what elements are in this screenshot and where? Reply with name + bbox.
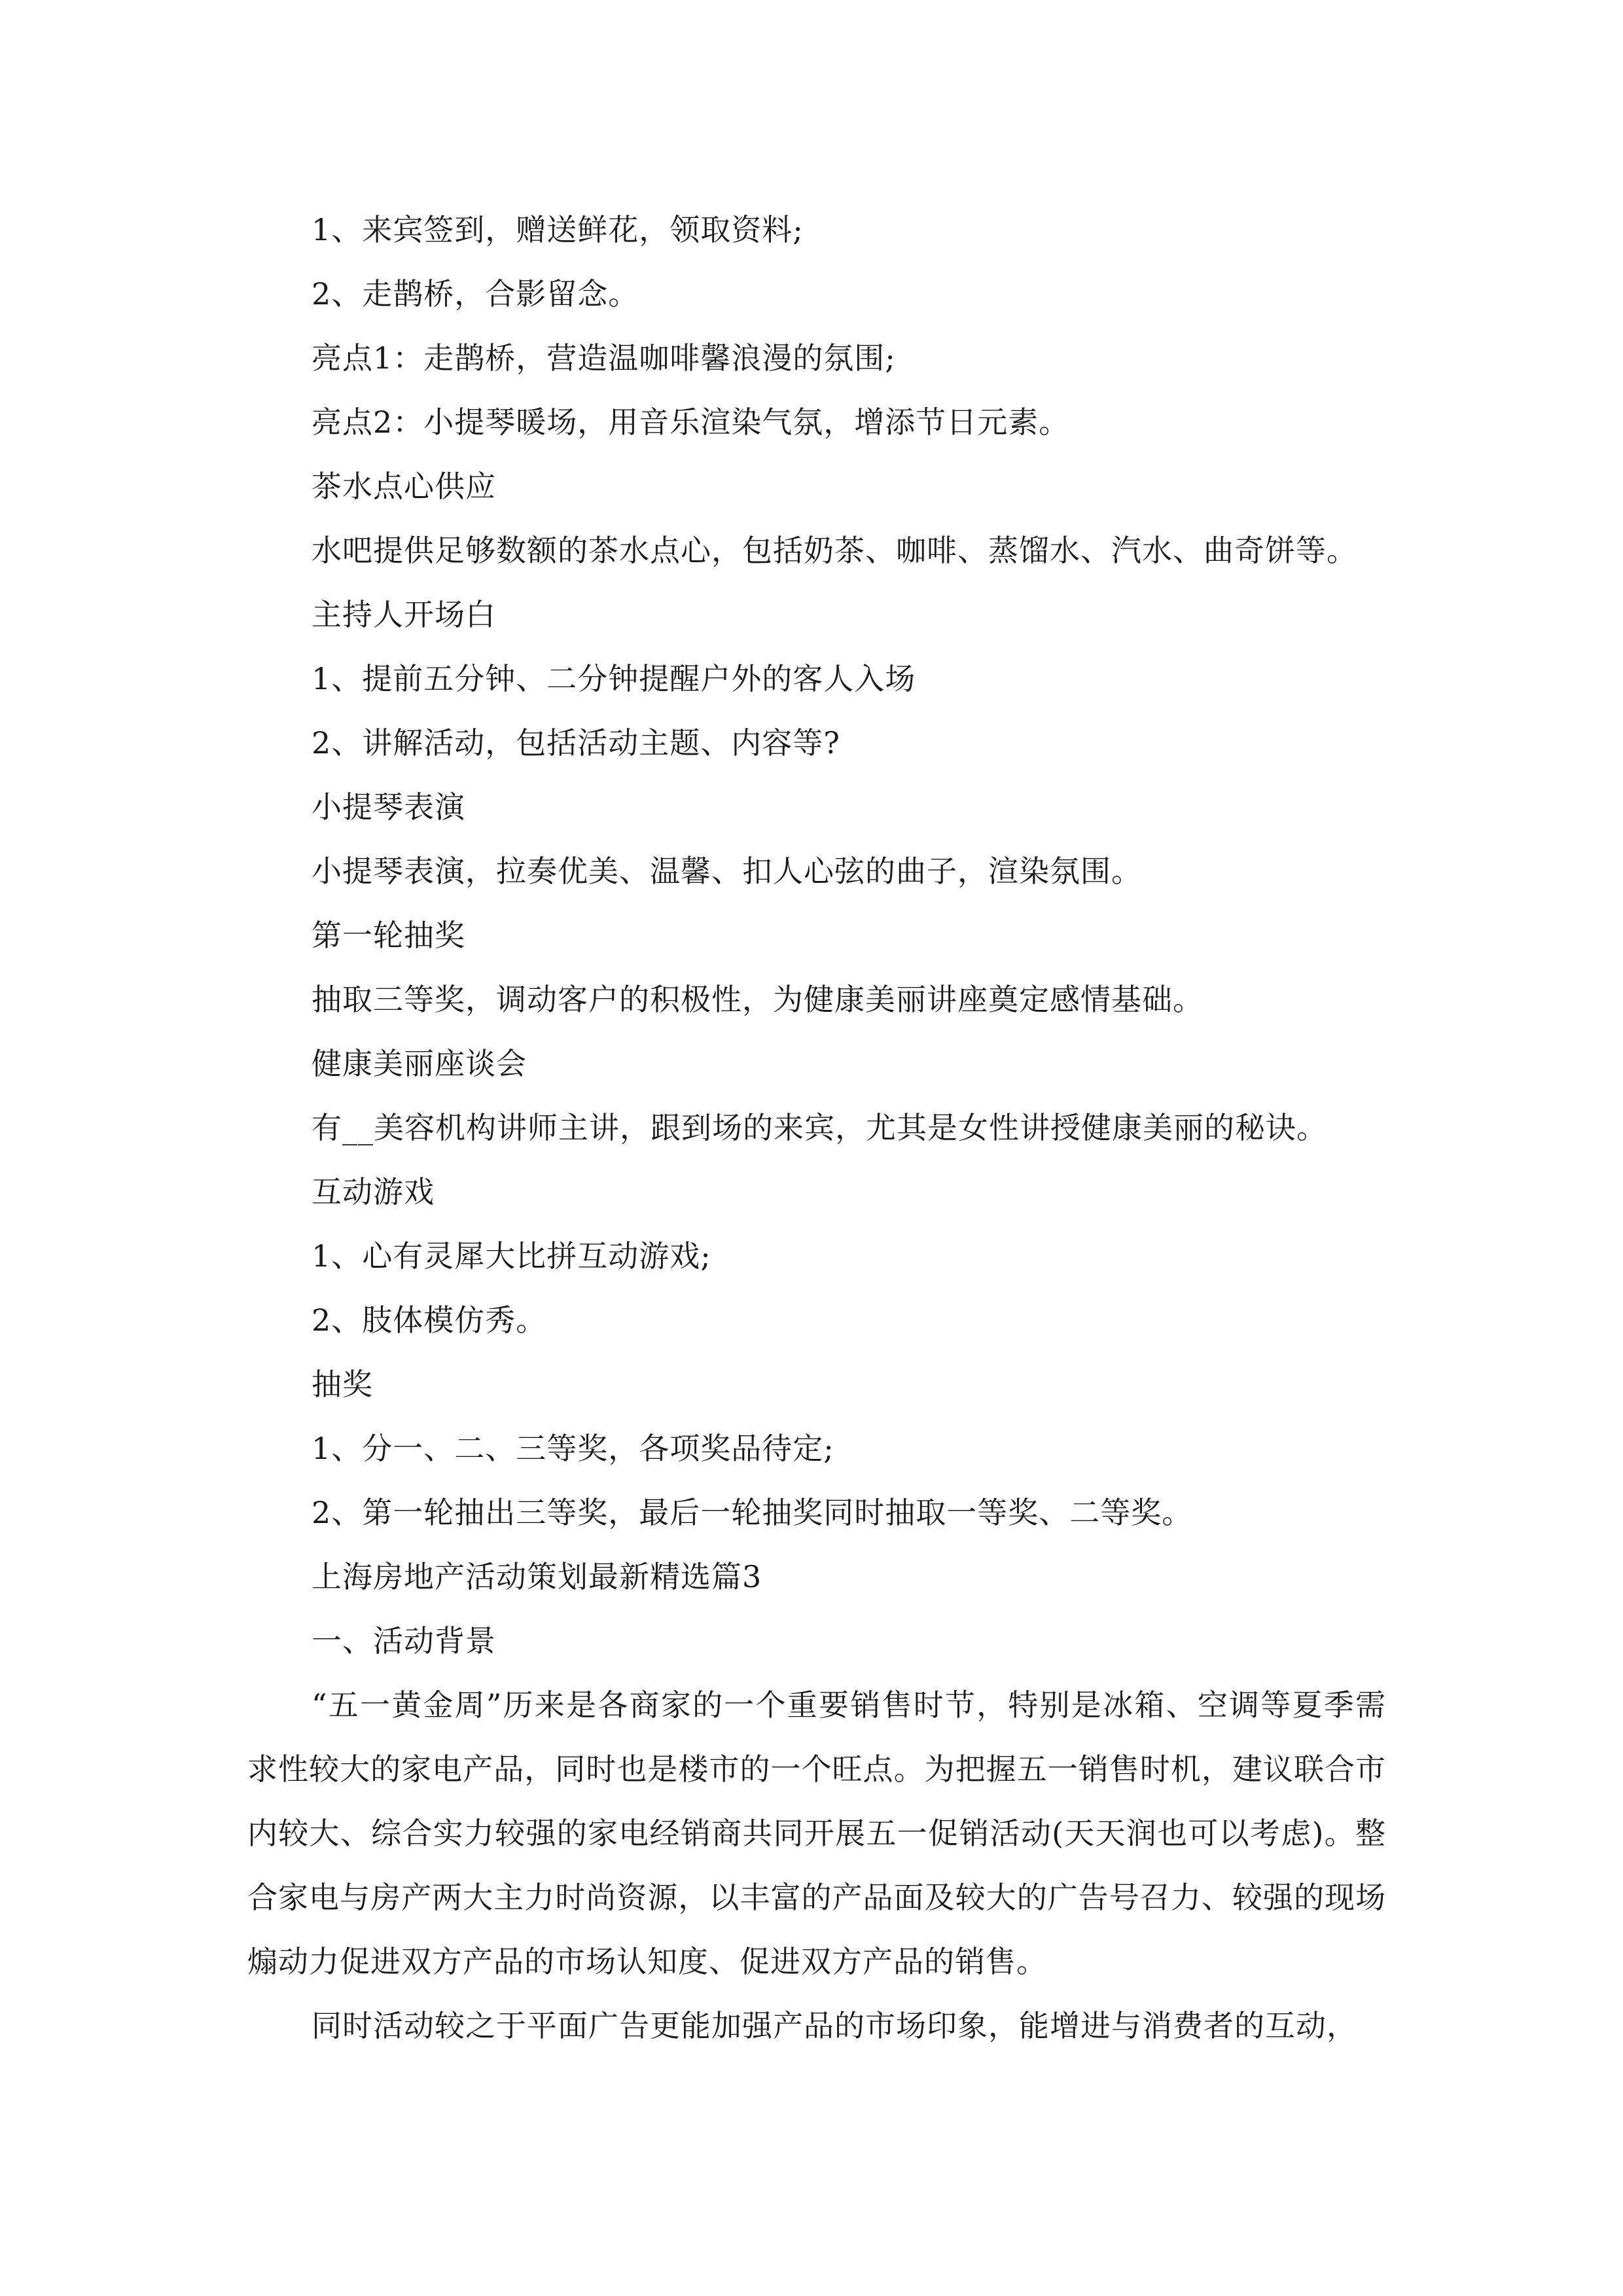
- list-item: 1、提前五分钟、二分钟提醒户外的客人入场: [312, 661, 916, 696]
- section-heading: 健康美丽座谈会: [312, 1046, 527, 1081]
- list-item: 1、来宾签到，赠送鲜花，领取资料;: [312, 212, 804, 247]
- section-heading: 茶水点心供应: [312, 469, 496, 504]
- body-text: 抽取三等奖，调动客户的积极性，为健康美丽讲座奠定感情基础。: [312, 982, 1204, 1017]
- section-heading: 第一轮抽奖: [312, 918, 465, 953]
- section-heading: 一、活动背景: [312, 1623, 496, 1659]
- article-title: 上海房地产活动策划最新精选篇3: [312, 1559, 762, 1594]
- body-text: 有__美容机构讲师主讲，跟到场的来宾，尤其是女性讲授健康美丽的秘诀。: [312, 1110, 1327, 1145]
- paragraph: “五一黄金周”历来是各商家的一个重要销售时节，特别是冰箱、空调等夏季需求性较大的家电产品，同时也是楼市的一个旺点。为把握五一销售时机，建议联合市内较大、综合实力较强的家电经销商共同开展五一促销活动(天天润也可以考虑)。整合家电与房产两大主力时尚资源，以丰富的产品面及较大的广告号召力、较强的现场煽动力促进双方产品的市场认知度、促进双方产品的销售。: [247, 1687, 1386, 1979]
- list-item: 1、分一、二、三等奖，各项奖品待定;: [312, 1431, 834, 1466]
- body-paragraphs: [247, 1673, 1386, 2058]
- paragraph: 同时活动较之于平面广告更能加强产品的市场印象，能增进与消费者的互动，: [312, 2008, 1357, 2043]
- section-heading: 互动游戏: [312, 1174, 435, 1210]
- body-text: 水吧提供足够数额的茶水点心，包括奶茶、咖啡、蒸馏水、汽水、曲奇饼等。: [312, 533, 1357, 568]
- section-heading: 小提琴表演: [312, 789, 465, 825]
- section-heading: 主持人开场白: [312, 597, 496, 632]
- highlight-line: 亮点1：走鹊桥，营造温咖啡馨浪漫的氛围;: [312, 340, 896, 376]
- highlight-line: 亮点2：小提琴暖场，用音乐渲染气氛，增添节日元素。: [312, 404, 1070, 440]
- list-item: 2、肢体模仿秀。: [312, 1302, 547, 1338]
- list-item: 2、走鹊桥，合影留念。: [312, 276, 639, 312]
- list-item: 2、第一轮抽出三等奖，最后一轮抽奖同时抽取一等奖、二等奖。: [312, 1495, 1193, 1530]
- section-heading: 抽奖: [312, 1367, 373, 1402]
- list-item: 2、讲解活动，包括活动主题、内容等?: [312, 725, 840, 761]
- body-text: 小提琴表演，拉奏优美、温馨、扣人心弦的曲子，渲染氛围。: [312, 853, 1142, 889]
- list-item: 1、心有灵犀大比拼互动游戏;: [312, 1238, 711, 1274]
